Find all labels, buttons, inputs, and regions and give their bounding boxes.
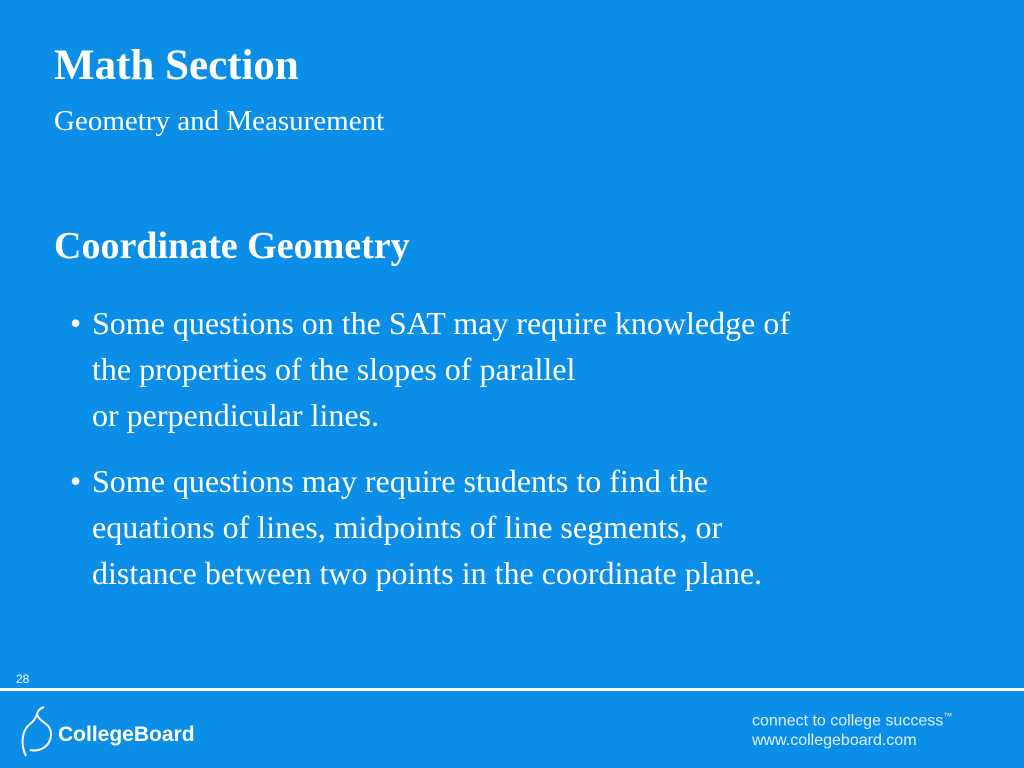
acorn-icon <box>18 704 58 760</box>
bullet-text-line: equations of lines, midpoints of line segments, or <box>92 509 723 545</box>
bullet-text-line: distance between two points in the coordinate plane. <box>92 555 763 591</box>
tagline: connect to college success <box>752 712 944 730</box>
slide-subtitle: Geometry and Measurement <box>54 105 385 137</box>
bullet-text-line: Some questions may require students to find the <box>92 463 708 499</box>
footer-tagline-block <box>752 706 952 751</box>
website-url: www.collegeboard.com <box>752 732 917 750</box>
collegeboard-logo <box>18 704 218 760</box>
trademark-symbol: ™ <box>943 711 953 721</box>
bullet-icon: • <box>70 305 82 341</box>
page-number: 28 <box>16 672 30 686</box>
tagline-line <box>752 706 952 731</box>
bullet-item <box>70 458 990 596</box>
bullet-text-line: Some questions on the SAT may require knowledge of <box>92 305 790 341</box>
bullet-item <box>70 300 990 438</box>
bullet-text-line: the properties of the slopes of parallel <box>92 351 576 387</box>
section-heading: Coordinate Geometry <box>54 225 410 267</box>
logo-text: CollegeBoard <box>58 723 195 746</box>
bullet-text-line: or perpendicular lines. <box>92 397 379 433</box>
bullet-list <box>70 300 990 596</box>
slide-title: Math Section <box>54 42 299 89</box>
bullet-icon: • <box>70 463 82 499</box>
footer-divider <box>0 688 1024 691</box>
